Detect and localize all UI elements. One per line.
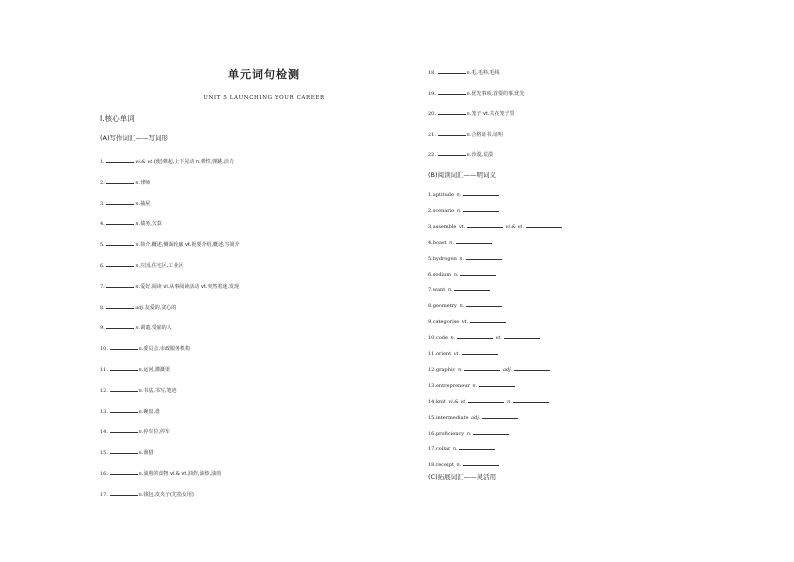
part-of-speech: vi.& vt. bbox=[505, 223, 526, 230]
part-of-speech: n. bbox=[135, 242, 141, 249]
word-item bbox=[428, 68, 500, 77]
answer-blank[interactable] bbox=[438, 68, 466, 74]
part-of-speech: n. bbox=[135, 263, 141, 269]
chinese-meaning: 友爱的,贪心的 bbox=[144, 304, 177, 311]
subsection-c-heading: (C)拓展词汇——灵活用 bbox=[428, 473, 497, 481]
answer-blank[interactable] bbox=[463, 206, 499, 212]
part-of-speech: n. bbox=[449, 239, 456, 246]
part-of-speech: n. bbox=[135, 283, 141, 290]
item-number: 6. bbox=[100, 263, 107, 269]
reading-item bbox=[428, 301, 502, 310]
part-of-speech: adj. bbox=[502, 366, 514, 373]
word-item bbox=[100, 199, 150, 208]
item-number: 15. bbox=[100, 450, 110, 457]
item-number: 3. bbox=[100, 200, 107, 207]
item-number: 11. bbox=[100, 367, 110, 373]
answer-blank[interactable] bbox=[106, 261, 134, 267]
reading-item bbox=[428, 238, 492, 247]
answer-blank[interactable] bbox=[438, 130, 466, 136]
part-of-speech: n. bbox=[450, 335, 457, 342]
answer-blank[interactable] bbox=[106, 303, 134, 309]
answer-blank[interactable] bbox=[482, 413, 518, 419]
spacer bbox=[493, 335, 495, 341]
answer-blank[interactable] bbox=[463, 190, 499, 196]
answer-blank[interactable] bbox=[106, 219, 134, 225]
answer-blank[interactable] bbox=[457, 333, 493, 339]
answer-blank[interactable] bbox=[110, 448, 138, 454]
answer-blank[interactable] bbox=[438, 89, 466, 95]
answer-blank[interactable] bbox=[106, 199, 134, 205]
item-number: 17. bbox=[100, 491, 110, 498]
item-number: 19. bbox=[428, 90, 438, 97]
word-item bbox=[428, 150, 493, 159]
chinese-meaning: 合格证书,证明 bbox=[471, 131, 503, 138]
chinese-meaning: 优先事项,首要的事,优先 bbox=[471, 90, 525, 97]
part-of-speech: n. bbox=[459, 255, 466, 262]
item-number: 10. bbox=[100, 346, 110, 353]
word-item bbox=[100, 344, 190, 353]
subsection-a-heading: (A)写作词汇——写词形 bbox=[100, 134, 169, 142]
word-item bbox=[100, 490, 194, 499]
item-number: 5. bbox=[100, 242, 107, 249]
answer-blank[interactable] bbox=[459, 444, 495, 450]
english-word: 12.graphic bbox=[428, 366, 457, 373]
part-of-speech: n. bbox=[466, 111, 472, 117]
answer-blank[interactable] bbox=[110, 344, 138, 350]
reading-item bbox=[428, 270, 496, 279]
chinese-meaning: 碗盘,盘 bbox=[143, 408, 160, 415]
reading-item bbox=[428, 349, 498, 358]
english-word: 13.entrepreneur bbox=[428, 382, 472, 389]
item-number: 16. bbox=[100, 471, 110, 477]
part-of-speech: vt. bbox=[461, 319, 470, 326]
word-item bbox=[100, 386, 177, 395]
part-of-speech: vt. bbox=[453, 351, 462, 357]
english-word: 18.receipt bbox=[428, 462, 456, 469]
answer-blank[interactable] bbox=[466, 301, 502, 307]
part-of-speech: n. bbox=[452, 446, 460, 453]
chinese-meaning: 简介,概述,侧面轮廓 vt.扼要介绍,概述,写简介 bbox=[140, 242, 240, 249]
item-number: 1. bbox=[100, 159, 107, 165]
part-of-speech: n. bbox=[138, 450, 144, 457]
word-item bbox=[428, 109, 514, 118]
english-word: 11.orient bbox=[428, 351, 453, 357]
part-of-speech: n. bbox=[135, 200, 141, 207]
word-item bbox=[100, 323, 172, 332]
word-item bbox=[100, 469, 221, 478]
word-item bbox=[100, 448, 153, 457]
chinese-meaning: 书法,书写,笔迹 bbox=[143, 387, 177, 394]
item-number: 14. bbox=[100, 429, 110, 436]
chinese-meaning: 债务,欠款 bbox=[140, 221, 162, 228]
english-word: 10.code bbox=[428, 335, 450, 342]
answer-blank[interactable] bbox=[514, 365, 550, 371]
part-of-speech: n. bbox=[138, 491, 144, 498]
english-word: 7.want bbox=[428, 287, 447, 294]
answer-blank[interactable] bbox=[463, 460, 499, 466]
part-of-speech: vt. bbox=[458, 223, 467, 230]
chinese-meaning: 毛,毛料,毛线 bbox=[471, 70, 500, 76]
answer-blank[interactable] bbox=[466, 254, 502, 260]
part-of-speech: n. bbox=[459, 303, 466, 310]
answer-blank[interactable] bbox=[479, 381, 515, 387]
english-word: 4.boast bbox=[428, 239, 449, 246]
spacer bbox=[503, 224, 505, 230]
reading-item bbox=[428, 460, 499, 469]
reading-item bbox=[428, 206, 499, 215]
part-of-speech: n. bbox=[135, 221, 141, 228]
chinese-meaning: 庄园,住宅区,工业区 bbox=[140, 263, 184, 269]
item-number: 9. bbox=[100, 325, 107, 332]
part-of-speech: n. bbox=[138, 346, 144, 353]
reading-item bbox=[428, 254, 502, 263]
answer-blank[interactable] bbox=[504, 333, 540, 339]
answer-blank[interactable] bbox=[106, 178, 134, 184]
spacer bbox=[500, 367, 502, 373]
reading-item bbox=[428, 429, 509, 438]
word-item bbox=[100, 240, 240, 249]
part-of-speech: n. bbox=[135, 179, 141, 186]
answer-blank[interactable] bbox=[110, 407, 138, 413]
word-item bbox=[100, 178, 150, 187]
english-word: 16.proficiency bbox=[428, 430, 466, 437]
item-number: 4. bbox=[100, 221, 107, 228]
part-of-speech: n. bbox=[466, 70, 472, 76]
answer-blank[interactable] bbox=[110, 386, 138, 392]
answer-blank[interactable] bbox=[106, 282, 134, 288]
part-of-speech: n. bbox=[453, 271, 461, 278]
reading-item bbox=[428, 333, 540, 342]
word-item bbox=[428, 89, 525, 98]
reading-item bbox=[428, 190, 499, 199]
part-of-speech: n. bbox=[466, 430, 474, 437]
word-item bbox=[100, 282, 239, 291]
word-item bbox=[100, 157, 234, 166]
answer-blank[interactable] bbox=[470, 317, 506, 323]
part-of-speech: n. bbox=[507, 398, 514, 405]
english-word: 8.geometry bbox=[428, 303, 459, 310]
word-item bbox=[100, 407, 160, 416]
answer-blank[interactable] bbox=[110, 469, 138, 475]
chinese-meaning: 律师 bbox=[140, 179, 151, 186]
answer-blank[interactable] bbox=[464, 365, 500, 371]
part-of-speech: n. bbox=[466, 131, 472, 138]
answer-blank[interactable] bbox=[462, 349, 498, 355]
chinese-meaning: 爱好,阅读 vi.从事阅读活动 vt.突然着迷,发现 bbox=[140, 283, 239, 290]
english-word: 15.intermediate bbox=[428, 414, 471, 421]
spacer bbox=[504, 399, 506, 405]
reading-item bbox=[428, 222, 562, 231]
english-word: 17.collar bbox=[428, 446, 452, 453]
word-item bbox=[100, 303, 176, 312]
part-of-speech: vi.& vt. bbox=[135, 159, 154, 165]
part-of-speech: n. bbox=[456, 207, 464, 214]
word-item bbox=[428, 130, 503, 139]
part-of-speech: n. bbox=[135, 325, 141, 332]
english-word: 2.scenario bbox=[428, 207, 456, 214]
chinese-meaning: (使)弹起,上下晃动 n.弹性,弹跳,活力 bbox=[153, 159, 234, 165]
chinese-meaning: 沙漠,荒漠 bbox=[471, 152, 493, 158]
reading-item bbox=[428, 381, 515, 390]
part-of-speech: n. bbox=[138, 471, 144, 477]
item-number: 2. bbox=[100, 179, 107, 186]
word-item bbox=[100, 261, 183, 270]
word-item bbox=[100, 219, 162, 228]
word-item bbox=[100, 427, 170, 436]
reading-item bbox=[428, 285, 490, 294]
answer-blank[interactable] bbox=[460, 270, 496, 276]
section-core-words: Ⅰ.核心单词 bbox=[100, 114, 135, 123]
item-number: 21. bbox=[428, 131, 438, 138]
part-of-speech: vi.& vt. bbox=[448, 398, 469, 405]
answer-blank[interactable] bbox=[473, 429, 509, 435]
chinese-meaning: 钱包,皮夹子(尤指女用) bbox=[143, 491, 194, 498]
part-of-speech: adj. bbox=[471, 414, 483, 421]
part-of-speech: n. bbox=[466, 152, 472, 158]
chinese-meaning: 调遣,受雇的人 bbox=[140, 325, 172, 332]
english-word: 14.knit bbox=[428, 398, 448, 405]
chinese-meaning: 委员会,市政服务机构 bbox=[143, 346, 190, 353]
part-of-speech: n. bbox=[138, 429, 144, 436]
answer-blank[interactable] bbox=[456, 238, 492, 244]
chinese-meaning: 渔猎 bbox=[143, 450, 154, 457]
answer-blank[interactable] bbox=[106, 323, 134, 329]
answer-blank[interactable] bbox=[467, 222, 503, 228]
answer-blank[interactable] bbox=[106, 157, 134, 163]
item-number: 13. bbox=[100, 408, 110, 415]
answer-blank[interactable] bbox=[526, 222, 562, 228]
part-of-speech: n. bbox=[466, 90, 472, 97]
part-of-speech: n. bbox=[138, 387, 144, 394]
chinese-meaning: 抽屉 bbox=[140, 200, 151, 207]
item-number: 22. bbox=[428, 152, 438, 158]
answer-blank[interactable] bbox=[110, 365, 138, 371]
english-word: 3.assemble bbox=[428, 223, 458, 230]
answer-blank[interactable] bbox=[110, 490, 138, 496]
item-number: 12. bbox=[100, 387, 110, 394]
reading-item bbox=[428, 317, 506, 326]
chinese-meaning: 停车位,停车 bbox=[143, 429, 170, 436]
reading-item bbox=[428, 444, 495, 453]
chinese-meaning: 油煎的食物 vi.& vt.油炸,油炒,油煎 bbox=[143, 471, 222, 477]
chinese-meaning: 笼子 vt.关在笼子里 bbox=[471, 111, 515, 117]
chinese-meaning: 运河,灌溉渠 bbox=[143, 367, 170, 373]
answer-blank[interactable] bbox=[454, 285, 490, 291]
item-number: 20. bbox=[428, 111, 438, 117]
item-number: 18. bbox=[428, 70, 438, 76]
english-word: 1.aptitude bbox=[428, 192, 456, 198]
english-word: 6.sodium bbox=[428, 271, 453, 278]
part-of-speech: adj. bbox=[135, 304, 145, 311]
english-word: 9.categorise bbox=[428, 319, 461, 326]
answer-blank[interactable] bbox=[438, 150, 466, 156]
part-of-speech: n. bbox=[447, 287, 455, 294]
unit-subtitle: UNIT 5 LAUNCHING YOUR CAREER bbox=[203, 95, 325, 101]
answer-blank[interactable] bbox=[438, 109, 466, 115]
part-of-speech: vt. bbox=[495, 335, 504, 342]
item-number: 8. bbox=[100, 304, 107, 311]
reading-item bbox=[428, 413, 518, 422]
subsection-b-heading: (B)阅读词汇——明词义 bbox=[428, 171, 497, 179]
part-of-speech: n. bbox=[456, 192, 463, 198]
part-of-speech: n. bbox=[456, 462, 463, 469]
reading-item bbox=[428, 397, 549, 406]
part-of-speech: n. bbox=[457, 366, 465, 373]
part-of-speech: n. bbox=[472, 382, 479, 389]
part-of-speech: n. bbox=[138, 367, 144, 373]
english-word: 5.hydrogen bbox=[428, 255, 459, 262]
answer-blank[interactable] bbox=[513, 397, 549, 403]
part-of-speech: n. bbox=[138, 408, 144, 415]
answer-blank[interactable] bbox=[468, 397, 504, 403]
page-title: 单元词句检测 bbox=[228, 68, 300, 81]
answer-blank[interactable] bbox=[106, 240, 134, 246]
item-number: 7. bbox=[100, 283, 107, 290]
answer-blank[interactable] bbox=[110, 427, 138, 433]
reading-item bbox=[428, 365, 550, 374]
word-item bbox=[100, 365, 170, 374]
